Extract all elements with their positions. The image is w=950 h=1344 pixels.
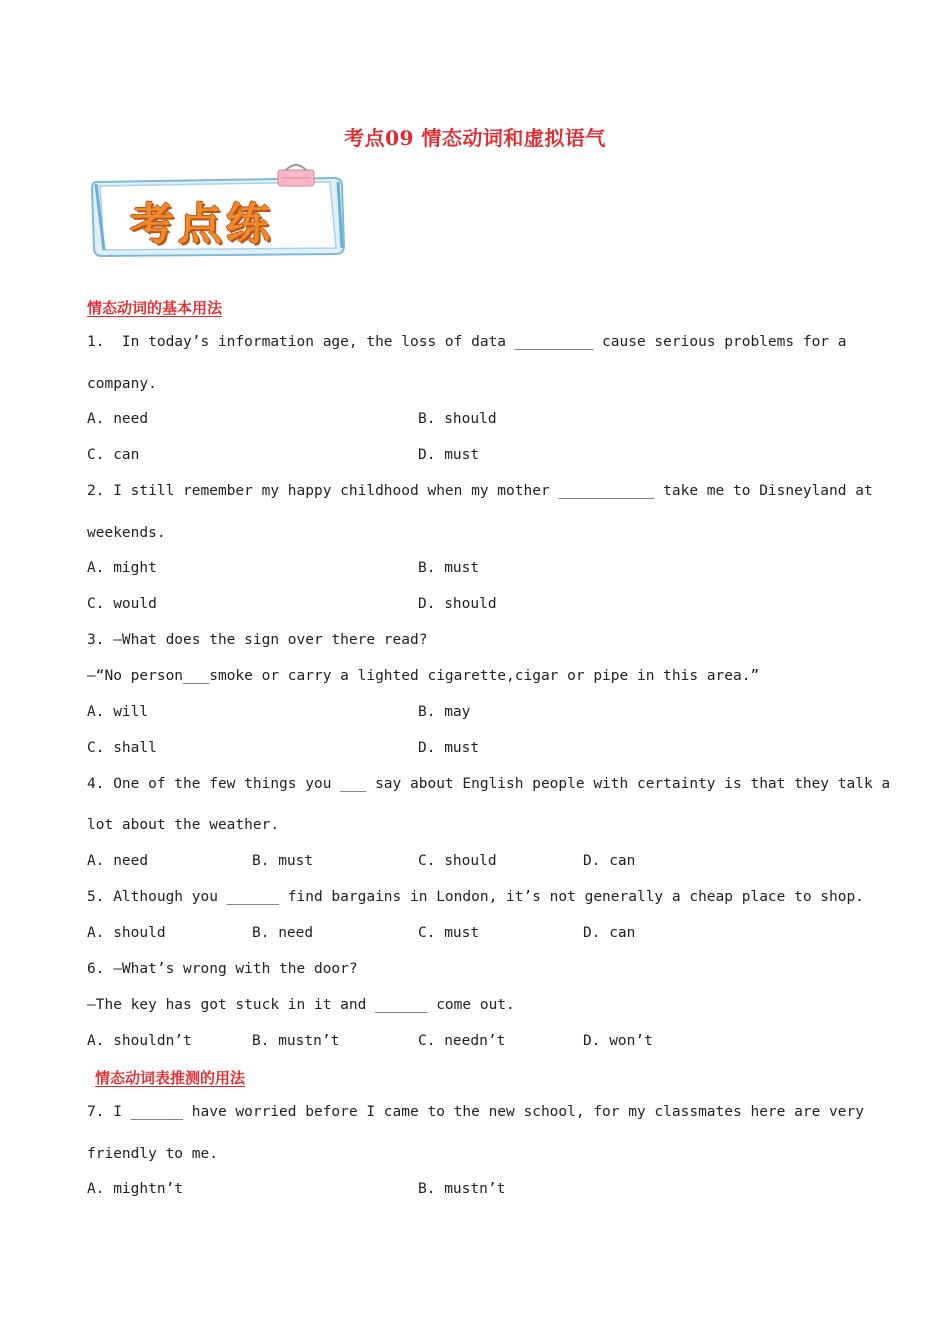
question-5-option-b: B. need [252, 925, 314, 941]
question-3-option-b: B. may [418, 704, 471, 720]
question-7-option-b: B. mustn’t [418, 1181, 506, 1197]
question-4-option-b: B. must [252, 853, 314, 869]
question-3-text-cont: —“No person___smoke or carry a lighted cigarette,cigar or pipe in this area.” [87, 668, 760, 684]
question-6-option-b: B. mustn’t [252, 1033, 340, 1049]
question-6-option-d: D. won’t [583, 1033, 653, 1049]
question-6-option-a: A. shouldn’t [87, 1033, 192, 1049]
question-3-option-a: A. will [87, 704, 149, 720]
question-5-text: 5. Although you ______ find bargains in London, it’s not generally a cheap place to shop. [87, 889, 864, 905]
section-badge [86, 164, 348, 260]
question-5-option-c: C. must [418, 925, 480, 941]
question-1-option-b: B. should [418, 411, 497, 427]
document-title: 考点09 情态动词和虚拟语气 [344, 126, 606, 150]
section-heading-inference-usage: 情态动词表推测的用法 [95, 1069, 246, 1087]
badge-label: 考点练 [130, 199, 274, 250]
question-1-option-a: A. need [87, 411, 149, 427]
question-2-option-c: C. would [87, 596, 157, 612]
question-3-option-d: D. must [418, 740, 480, 756]
question-1-option-c: C. can [87, 447, 140, 463]
question-6-text: 6. —What’s wrong with the door? [87, 961, 358, 977]
question-4-option-d: D. can [583, 853, 636, 869]
question-3-text: 3. —What does the sign over there read? [87, 632, 428, 648]
question-7-text: 7. I ______ have worried before I came to the new school, for my classmates here are very [87, 1104, 864, 1120]
section-heading-basic-usage: 情态动词的基本用法 [87, 299, 223, 317]
question-7-text-cont: friendly to me. [87, 1146, 218, 1162]
question-4-option-a: A. need [87, 853, 149, 869]
question-3-option-c: C. shall [87, 740, 157, 756]
question-2-option-b: B. must [418, 560, 480, 576]
question-1-option-d: D. must [418, 447, 480, 463]
question-2-option-a: A. might [87, 560, 157, 576]
question-2-text: 2. I still remember my happy childhood when my mother ___________ take me to Disneyland at [87, 483, 873, 499]
question-1-text-cont: company. [87, 376, 157, 392]
question-7-option-a: A. mightn’t [87, 1181, 184, 1197]
question-4-text: 4. One of the few things you ___ say about English people with certainty is that they talk a [87, 776, 891, 792]
question-4-option-c: C. should [418, 853, 497, 869]
question-2-option-d: D. should [418, 596, 497, 612]
question-5-option-a: A. should [87, 925, 166, 941]
question-4-text-cont: lot about the weather. [87, 817, 280, 833]
question-2-text-cont: weekends. [87, 525, 166, 541]
question-6-option-c: C. needn’t [418, 1033, 506, 1049]
question-5-option-d: D. can [583, 925, 636, 941]
question-6-text-cont: —The key has got stuck in it and ______ come out. [87, 997, 515, 1013]
question-1-text: 1. In today’s information age, the loss of data _________ cause serious problems for a [87, 334, 847, 350]
